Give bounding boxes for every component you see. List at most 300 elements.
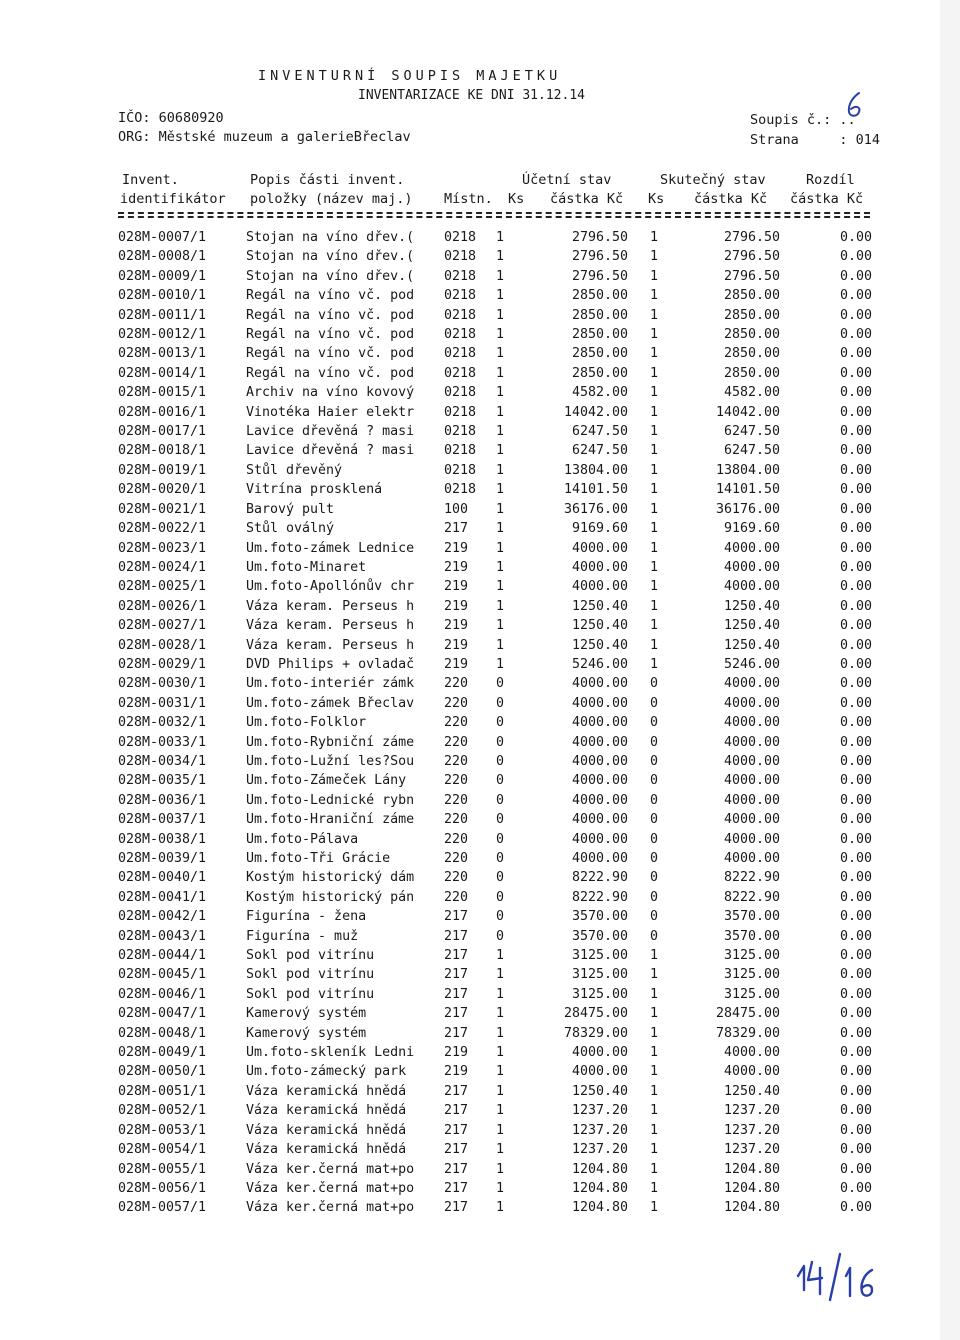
cell-skutecny-ks: 1	[650, 307, 659, 323]
cell-skutecny-castka: 1250.40	[723, 618, 780, 634]
cell-rozdil: 0.00	[839, 365, 872, 381]
cell-skutecny-ks: 1	[650, 1180, 659, 1196]
cell-ucetni-ks: 1	[496, 249, 505, 265]
cell-ucetni-ks: 0	[496, 676, 505, 692]
cell-identifikator: 028M-0040/1	[118, 870, 207, 886]
cell-ucetni-castka: 3125.00	[571, 967, 628, 983]
cell-rozdil: 0.00	[839, 1103, 872, 1119]
cell-skutecny-castka: 1204.80	[723, 1180, 780, 1196]
cell-ucetni-ks: 1	[496, 967, 505, 983]
cell-ucetni-ks: 1	[496, 501, 505, 517]
cell-mistnost: 217	[444, 1122, 469, 1138]
table-row	[118, 228, 872, 247]
cell-nazev: Lavice dřevěná ? masi	[246, 424, 415, 440]
org-line: ORG: Městské muzeum a galerieBřeclav	[118, 129, 411, 145]
cell-mistnost: 0218	[444, 404, 477, 420]
cell-identifikator: 028M-0049/1	[118, 1045, 207, 1061]
table-row	[118, 1043, 872, 1062]
cell-nazev: Figurína - muž	[246, 928, 359, 944]
cell-rozdil: 0.00	[839, 482, 872, 498]
cell-ucetni-castka: 4582.00	[571, 385, 628, 401]
cell-nazev: Um.foto-Apollónův chr	[246, 579, 415, 595]
cell-nazev: Vitrína prosklená	[246, 482, 383, 498]
cell-skutecny-ks: 0	[650, 715, 659, 731]
cell-rozdil: 0.00	[839, 230, 872, 245]
cell-mistnost: 0218	[444, 288, 477, 304]
cell-skutecny-castka: 13804.00	[715, 462, 780, 478]
cell-identifikator: 028M-0052/1	[118, 1103, 207, 1119]
table-row	[118, 1140, 872, 1159]
cell-mistnost: 220	[444, 812, 469, 828]
cell-ucetni-castka: 2850.00	[571, 327, 628, 343]
cell-rozdil: 0.00	[839, 443, 872, 459]
cell-mistnost: 220	[444, 695, 469, 711]
cell-rozdil: 0.00	[839, 773, 872, 789]
table-row	[118, 461, 872, 480]
cell-skutecny-castka: 5246.00	[723, 656, 780, 672]
cell-mistnost: 219	[444, 637, 469, 653]
cell-skutecny-castka: 1250.40	[723, 637, 780, 653]
cell-ucetni-castka: 3570.00	[571, 928, 628, 944]
cell-ucetni-ks: 1	[496, 656, 505, 672]
col-ks2: Ks	[648, 191, 665, 207]
cell-identifikator: 028M-0044/1	[118, 948, 207, 964]
cell-nazev: Um.foto-interiér zámk	[246, 676, 415, 692]
cell-skutecny-castka: 14101.50	[715, 482, 780, 498]
cell-rozdil: 0.00	[839, 986, 872, 1002]
document-subtitle: INVENTARIZACE KE DNI 31.12.14	[358, 88, 585, 103]
handwritten-soupis-number	[842, 90, 868, 120]
cell-nazev: Váza ker.černá mat+po	[246, 1200, 415, 1216]
cell-mistnost: 220	[444, 889, 469, 905]
table-row	[118, 888, 872, 907]
cell-nazev: Sokl pod vitrínu	[246, 986, 375, 1002]
cell-identifikator: 028M-0047/1	[118, 1006, 207, 1022]
cell-skutecny-castka: 4000.00	[723, 540, 780, 556]
cell-rozdil: 0.00	[839, 462, 872, 478]
cell-skutecny-ks: 1	[650, 1064, 659, 1080]
cell-ucetni-castka: 3125.00	[571, 948, 628, 964]
table-row	[118, 500, 872, 519]
cell-identifikator: 028M-0014/1	[118, 365, 207, 381]
cell-mistnost: 219	[444, 1045, 469, 1061]
table-row	[118, 1062, 872, 1081]
table-row	[118, 946, 872, 965]
cell-identifikator: 028M-0007/1	[118, 230, 207, 245]
table-row	[118, 791, 872, 810]
strana-line	[750, 132, 880, 148]
cell-ucetni-castka: 1237.20	[571, 1103, 628, 1119]
cell-ucetni-ks: 0	[496, 909, 505, 925]
cell-ucetni-castka: 4000.00	[571, 773, 628, 789]
cell-ucetni-castka: 4000.00	[571, 1064, 628, 1080]
cell-skutecny-castka: 3125.00	[723, 948, 780, 964]
cell-skutecny-castka: 6247.50	[723, 424, 780, 440]
cell-identifikator: 028M-0042/1	[118, 909, 207, 925]
cell-rozdil: 0.00	[839, 676, 872, 692]
cell-skutecny-castka: 1237.20	[723, 1122, 780, 1138]
cell-identifikator: 028M-0033/1	[118, 734, 207, 750]
cell-identifikator: 028M-0053/1	[118, 1122, 207, 1138]
cell-nazev: Regál na víno vč. pod	[246, 365, 415, 381]
cell-skutecny-ks: 0	[650, 889, 659, 905]
cell-identifikator: 028M-0028/1	[118, 637, 207, 653]
cell-rozdil: 0.00	[839, 1045, 872, 1061]
table-row	[118, 985, 872, 1004]
cell-ucetni-castka: 14101.50	[563, 482, 628, 498]
cell-mistnost: 0218	[444, 443, 477, 459]
cell-nazev: Regál na víno vč. pod	[246, 288, 415, 304]
table-row	[118, 1082, 872, 1101]
cell-rozdil: 0.00	[839, 928, 872, 944]
table-row	[118, 364, 872, 383]
cell-ucetni-castka: 1250.40	[571, 598, 628, 614]
cell-identifikator: 028M-0041/1	[118, 889, 207, 905]
cell-ucetni-castka: 2850.00	[571, 288, 628, 304]
table-row	[118, 830, 872, 849]
cell-skutecny-ks: 1	[650, 1006, 659, 1022]
table-row	[118, 286, 872, 305]
cell-identifikator: 028M-0017/1	[118, 424, 207, 440]
cell-ucetni-castka: 1237.20	[571, 1142, 628, 1158]
cell-skutecny-ks: 1	[650, 346, 659, 362]
table-row	[118, 694, 872, 713]
cell-nazev: Stůl oválný	[246, 521, 335, 537]
cell-skutecny-ks: 0	[650, 773, 659, 789]
cell-skutecny-castka: 1250.40	[723, 598, 780, 614]
col-ucetni: Účetní stav	[522, 172, 612, 188]
cell-ucetni-ks: 1	[496, 230, 505, 245]
cell-rozdil: 0.00	[839, 1064, 872, 1080]
cell-nazev: Regál na víno vč. pod	[246, 346, 415, 362]
cell-skutecny-castka: 2850.00	[723, 307, 780, 323]
cell-identifikator: 028M-0038/1	[118, 831, 207, 847]
cell-ucetni-castka: 36176.00	[563, 501, 628, 517]
cell-rozdil: 0.00	[839, 385, 872, 401]
cell-mistnost: 0218	[444, 424, 477, 440]
cell-skutecny-castka: 2796.50	[723, 230, 780, 245]
cell-rozdil: 0.00	[839, 1161, 872, 1177]
soupis-label: Soupis č.: ..	[750, 112, 856, 128]
cell-identifikator: 028M-0055/1	[118, 1161, 207, 1177]
cell-skutecny-castka: 4000.00	[723, 559, 780, 575]
cell-nazev: Um.foto-skleník Ledni	[246, 1045, 415, 1061]
col-castka2: částka Kč	[694, 191, 768, 207]
cell-identifikator: 028M-0046/1	[118, 986, 207, 1002]
header-rule	[118, 212, 870, 214]
cell-mistnost: 0218	[444, 385, 477, 401]
cell-identifikator: 028M-0020/1	[118, 482, 207, 498]
cell-rozdil: 0.00	[839, 1122, 872, 1138]
cell-nazev: Vinotéka Haier elektr	[246, 404, 415, 420]
cell-ucetni-ks: 1	[496, 637, 505, 653]
cell-identifikator: 028M-0029/1	[118, 656, 207, 672]
cell-ucetni-ks: 1	[496, 385, 505, 401]
cell-skutecny-ks: 1	[650, 1161, 659, 1177]
cell-rozdil: 0.00	[839, 851, 872, 866]
cell-ucetni-castka: 2796.50	[571, 230, 628, 245]
cell-rozdil: 0.00	[839, 1006, 872, 1022]
cell-rozdil: 0.00	[839, 1025, 872, 1041]
cell-rozdil: 0.00	[839, 598, 872, 614]
cell-skutecny-castka: 4000.00	[723, 734, 780, 750]
cell-identifikator: 028M-0012/1	[118, 327, 207, 343]
cell-mistnost: 217	[444, 1161, 469, 1177]
cell-nazev: Um.foto-zámecký park	[246, 1064, 407, 1080]
cell-ucetni-castka: 6247.50	[571, 443, 628, 459]
cell-rozdil: 0.00	[839, 1083, 872, 1099]
cell-mistnost: 0218	[444, 327, 477, 343]
cell-ucetni-ks: 0	[496, 851, 505, 866]
cell-ucetni-castka: 78329.00	[563, 1025, 628, 1041]
cell-ucetni-ks: 1	[496, 1006, 505, 1022]
cell-rozdil: 0.00	[839, 521, 872, 537]
cell-nazev: Um.foto-Lužní les?Sou	[246, 753, 415, 769]
cell-mistnost: 100	[444, 501, 469, 517]
cell-mistnost: 219	[444, 1064, 469, 1080]
cell-identifikator: 028M-0024/1	[118, 559, 207, 575]
cell-mistnost: 217	[444, 1083, 469, 1099]
cell-skutecny-ks: 0	[650, 909, 659, 925]
cell-skutecny-castka: 2850.00	[723, 346, 780, 362]
cell-nazev: Kostým historický pán	[246, 889, 415, 905]
cell-skutecny-ks: 0	[650, 831, 659, 847]
cell-skutecny-castka: 4000.00	[723, 753, 780, 769]
cell-ucetni-castka: 14042.00	[563, 404, 628, 420]
cell-mistnost: 220	[444, 870, 469, 886]
cell-skutecny-castka: 4000.00	[723, 579, 780, 595]
table-row	[118, 383, 872, 402]
cell-skutecny-ks: 1	[650, 385, 659, 401]
table-row	[118, 1160, 872, 1179]
cell-mistnost: 217	[444, 1142, 469, 1158]
cell-rozdil: 0.00	[839, 346, 872, 362]
cell-identifikator: 028M-0036/1	[118, 792, 207, 808]
cell-nazev: Váza keram. Perseus h	[246, 618, 415, 634]
cell-mistnost: 220	[444, 676, 469, 692]
cell-skutecny-castka: 3570.00	[723, 909, 780, 925]
cell-skutecny-ks: 1	[650, 501, 659, 517]
cell-skutecny-castka: 4000.00	[723, 851, 780, 866]
cell-nazev: Um.foto-Hraniční záme	[246, 812, 415, 828]
col-ks1: Ks	[508, 191, 525, 207]
cell-ucetni-castka: 4000.00	[571, 559, 628, 575]
cell-ucetni-ks: 1	[496, 1142, 505, 1158]
cell-ucetni-castka: 4000.00	[571, 540, 628, 556]
cell-mistnost: 219	[444, 579, 469, 595]
table-row	[118, 558, 872, 577]
cell-ucetni-ks: 0	[496, 753, 505, 769]
cell-rozdil: 0.00	[839, 870, 872, 886]
cell-skutecny-ks: 0	[650, 812, 659, 828]
table-row	[118, 325, 872, 344]
cell-identifikator: 028M-0008/1	[118, 249, 207, 265]
document-title: INVENTURNÍ SOUPIS MAJETKU	[258, 68, 562, 84]
cell-mistnost: 0218	[444, 462, 477, 478]
cell-skutecny-ks: 1	[650, 443, 659, 459]
cell-skutecny-ks: 1	[650, 288, 659, 304]
cell-skutecny-castka: 9169.60	[723, 521, 780, 537]
cell-ucetni-castka: 4000.00	[571, 831, 628, 847]
cell-rozdil: 0.00	[839, 268, 872, 284]
cell-skutecny-castka: 2850.00	[723, 288, 780, 304]
cell-ucetni-ks: 1	[496, 404, 505, 420]
cell-identifikator: 028M-0016/1	[118, 404, 207, 420]
cell-ucetni-ks: 0	[496, 734, 505, 750]
cell-skutecny-castka: 4000.00	[723, 1064, 780, 1080]
cell-ucetni-ks: 0	[496, 695, 505, 711]
cell-identifikator: 028M-0018/1	[118, 443, 207, 459]
cell-ucetni-ks: 1	[496, 424, 505, 440]
cell-mistnost: 217	[444, 986, 469, 1002]
cell-ucetni-ks: 1	[496, 618, 505, 634]
cell-skutecny-ks: 1	[650, 540, 659, 556]
cell-ucetni-ks: 1	[496, 307, 505, 323]
cell-ucetni-ks: 1	[496, 268, 505, 284]
table-row	[118, 441, 872, 460]
cell-skutecny-ks: 1	[650, 365, 659, 381]
cell-ucetni-ks: 1	[496, 1200, 505, 1216]
cell-skutecny-castka: 8222.90	[723, 889, 780, 905]
cell-mistnost: 0218	[444, 230, 477, 245]
cell-nazev: Stojan na víno dřev.(	[246, 268, 415, 284]
cell-ucetni-castka: 2850.00	[571, 307, 628, 323]
cell-ucetni-ks: 1	[496, 365, 505, 381]
cell-skutecny-ks: 1	[650, 948, 659, 964]
cell-identifikator: 028M-0015/1	[118, 385, 207, 401]
cell-identifikator: 028M-0010/1	[118, 288, 207, 304]
strana-value: : 014	[839, 132, 881, 148]
cell-ucetni-ks: 0	[496, 870, 505, 886]
cell-ucetni-castka: 3570.00	[571, 909, 628, 925]
table-row	[118, 1101, 872, 1120]
cell-identifikator: 028M-0023/1	[118, 540, 207, 556]
cell-skutecny-castka: 4000.00	[723, 1045, 780, 1061]
cell-nazev: Regál na víno vč. pod	[246, 307, 415, 323]
cell-ucetni-ks: 1	[496, 540, 505, 556]
cell-skutecny-ks: 1	[650, 462, 659, 478]
cell-identifikator: 028M-0034/1	[118, 753, 207, 769]
table-row	[118, 519, 872, 538]
cell-ucetni-ks: 1	[496, 327, 505, 343]
table-row	[118, 752, 872, 771]
cell-mistnost: 217	[444, 909, 469, 925]
cell-nazev: Lavice dřevěná ? masi	[246, 443, 415, 459]
col-mistn: Místn.	[444, 191, 493, 207]
cell-identifikator: 028M-0056/1	[118, 1180, 207, 1196]
cell-ucetni-castka: 13804.00	[563, 462, 628, 478]
cell-nazev: Archiv na víno kovový	[246, 385, 415, 401]
cell-nazev: Váza keramická hnědá	[246, 1122, 407, 1138]
cell-rozdil: 0.00	[839, 424, 872, 440]
cell-ucetni-castka: 4000.00	[571, 792, 628, 808]
cell-skutecny-castka: 6247.50	[723, 443, 780, 459]
cell-identifikator: 028M-0039/1	[118, 851, 207, 866]
cell-ucetni-castka: 9169.60	[571, 521, 628, 537]
cell-skutecny-castka: 4000.00	[723, 676, 780, 692]
table-row	[118, 597, 872, 616]
cell-rozdil: 0.00	[839, 501, 872, 517]
table-row	[118, 539, 872, 558]
cell-ucetni-ks: 1	[496, 462, 505, 478]
table-row	[118, 771, 872, 790]
cell-ucetni-ks: 0	[496, 928, 505, 944]
cell-mistnost: 0218	[444, 365, 477, 381]
col-castka3: částka Kč	[790, 191, 864, 207]
table-row	[118, 965, 872, 984]
cell-identifikator: 028M-0035/1	[118, 773, 207, 789]
cell-ucetni-castka: 1250.40	[571, 618, 628, 634]
cell-ucetni-castka: 1204.80	[571, 1200, 628, 1216]
table-row	[118, 733, 872, 752]
cell-ucetni-ks: 1	[496, 986, 505, 1002]
cell-skutecny-ks: 0	[650, 928, 659, 944]
cell-nazev: DVD Philips + ovladač	[246, 656, 415, 672]
handwritten-page-count	[790, 1246, 882, 1302]
table-row	[118, 655, 872, 674]
cell-skutecny-castka: 4000.00	[723, 831, 780, 847]
cell-skutecny-ks: 1	[650, 424, 659, 440]
cell-identifikator: 028M-0031/1	[118, 695, 207, 711]
cell-nazev: Váza keram. Perseus h	[246, 598, 415, 614]
table-row	[118, 849, 872, 868]
table-row	[118, 1004, 872, 1023]
cell-rozdil: 0.00	[839, 307, 872, 323]
col-rozdil: Rozdíl	[806, 172, 855, 188]
cell-rozdil: 0.00	[839, 831, 872, 847]
cell-ucetni-castka: 2796.50	[571, 268, 628, 284]
cell-identifikator: 028M-0027/1	[118, 618, 207, 634]
cell-skutecny-ks: 0	[650, 792, 659, 808]
cell-mistnost: 220	[444, 851, 469, 866]
cell-mistnost: 217	[444, 521, 469, 537]
cell-rozdil: 0.00	[839, 909, 872, 925]
cell-ucetni-ks: 1	[496, 1161, 505, 1177]
cell-ucetni-castka: 5246.00	[571, 656, 628, 672]
cell-mistnost: 217	[444, 1103, 469, 1119]
cell-skutecny-castka: 2796.50	[723, 268, 780, 284]
cell-identifikator: 028M-0032/1	[118, 715, 207, 731]
cell-rozdil: 0.00	[839, 812, 872, 828]
cell-skutecny-ks: 0	[650, 734, 659, 750]
cell-ucetni-castka: 3125.00	[571, 986, 628, 1002]
ico-line: IČO: 60680920	[118, 110, 224, 126]
cell-identifikator: 028M-0043/1	[118, 928, 207, 944]
cell-rozdil: 0.00	[839, 948, 872, 964]
cell-mistnost: 219	[444, 618, 469, 634]
cell-mistnost: 219	[444, 540, 469, 556]
cell-ucetni-castka: 2796.50	[571, 249, 628, 265]
cell-skutecny-ks: 1	[650, 656, 659, 672]
cell-mistnost: 220	[444, 753, 469, 769]
cell-mistnost: 219	[444, 598, 469, 614]
cell-ucetni-ks: 1	[496, 521, 505, 537]
table-row	[118, 616, 872, 635]
inventory-table-body	[118, 228, 872, 1218]
cell-skutecny-castka: 2850.00	[723, 365, 780, 381]
cell-identifikator: 028M-0050/1	[118, 1064, 207, 1080]
cell-skutecny-ks: 1	[650, 1122, 659, 1138]
cell-identifikator: 028M-0019/1	[118, 462, 207, 478]
cell-rozdil: 0.00	[839, 540, 872, 556]
table-row	[118, 907, 872, 926]
cell-nazev: Váza ker.černá mat+po	[246, 1180, 415, 1196]
cell-ucetni-castka: 8222.90	[571, 889, 628, 905]
cell-mistnost: 0218	[444, 346, 477, 362]
header-rule-double	[118, 216, 870, 218]
table-row	[118, 713, 872, 732]
col-popis: Popis části invent.	[250, 172, 405, 188]
